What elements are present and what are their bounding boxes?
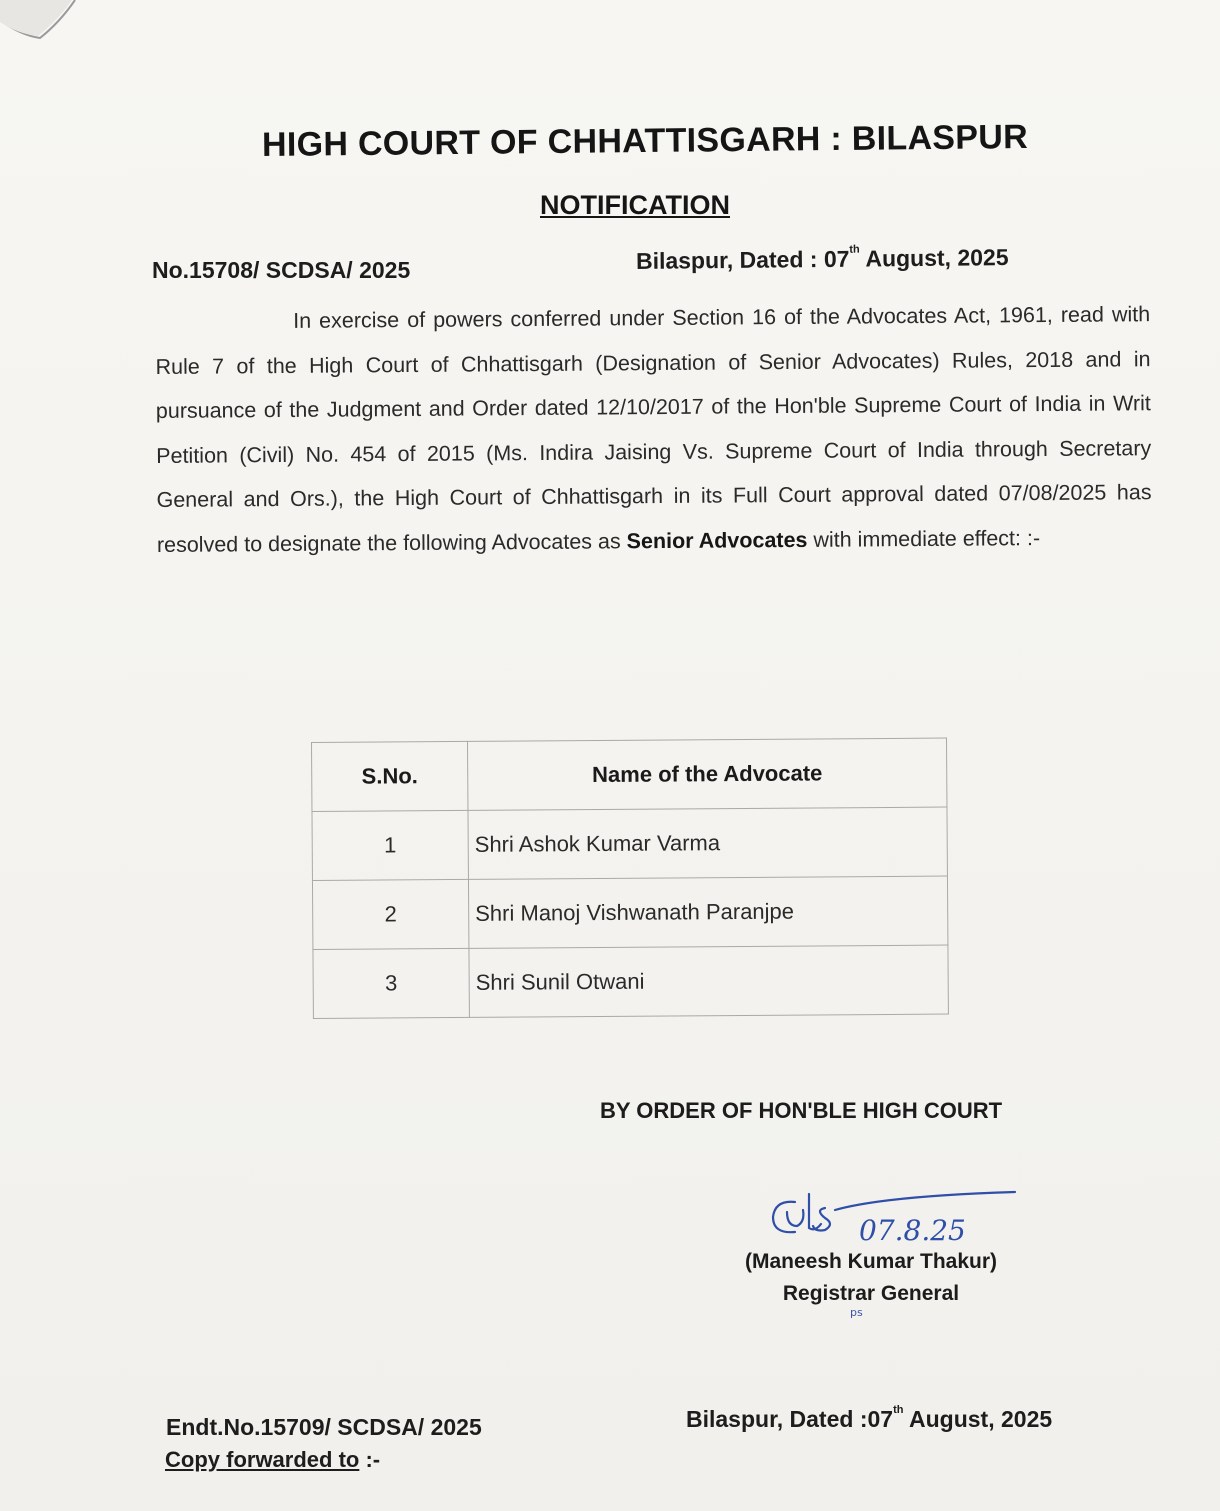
- row-advocate-name: Shri Sunil Otwani: [469, 945, 948, 1017]
- signatory-designation: Registrar General: [782, 1282, 960, 1305]
- notification-heading: NOTIFICATION: [540, 190, 730, 220]
- row-sno: 2: [312, 879, 468, 949]
- notification-number: No.15708/ SCDSA/ 2025: [152, 257, 411, 283]
- order-line: BY ORDER OF HON'BLE HIGH COURT: [600, 1098, 1003, 1123]
- notification-body: [155, 292, 1152, 567]
- court-title: HIGH COURT OF CHHATTISGARH : BILASPUR: [261, 117, 1029, 165]
- row-advocate-name: Shri Ashok Kumar Varma: [468, 807, 947, 879]
- initials-mark: ps: [850, 1306, 863, 1319]
- body-text-after: with immediate effect: :-: [807, 525, 1041, 552]
- signature-date: 07.8.25: [859, 1214, 966, 1247]
- notification-date: Bilaspur, Dated : 07th August, 2025: [635, 243, 1009, 274]
- endorsement-date: Bilaspur, Dated :07th August, 2025: [686, 1404, 1053, 1432]
- body-text-before: In exercise of powers conferred under Section 16 of the Advocates Act, 1961, read with Rule 7 of the High Court of Chhattisgarh (Designation of Senior Advocates) Rules, 2018 and in pursuance of the Judgment and Order dated 12/10/2017 of the Hon'ble Supreme Court of India in Writ Petition (Civil) No. 454 of 2015 (Ms. Indira Jaising Vs. Supreme Court of India through Secretary General and Ors.), the High Court of Chhattisgarh in its Full Court approval dated 07/08/2025 has resolved to designate the following Advocates as: [155, 302, 1152, 557]
- table-row: [313, 945, 948, 1018]
- body-bold-text: Senior Advocates: [626, 527, 808, 553]
- copy-forwarded-label: Copy forwarded to :-: [165, 1447, 381, 1472]
- row-sno: 3: [313, 948, 469, 1018]
- endorsement-number: Endt.No.15709/ SCDSA/ 2025: [166, 1414, 482, 1440]
- row-sno: 1: [312, 810, 468, 880]
- table-header-row: [312, 738, 947, 811]
- table-row: [312, 876, 947, 949]
- header-sno: S.No.: [312, 741, 468, 811]
- page-fold-mark: [0, 0, 120, 60]
- signatory-block: [706, 1246, 1036, 1310]
- advocates-table: [311, 738, 949, 1019]
- handwritten-signature: [765, 1182, 1035, 1247]
- table-row: [312, 807, 947, 880]
- header-name: Name of the Advocate: [467, 738, 946, 810]
- signatory-name: (Maneesh Kumar Thakur): [744, 1250, 998, 1273]
- row-advocate-name: Shri Manoj Vishwanath Paranjpe: [468, 876, 947, 948]
